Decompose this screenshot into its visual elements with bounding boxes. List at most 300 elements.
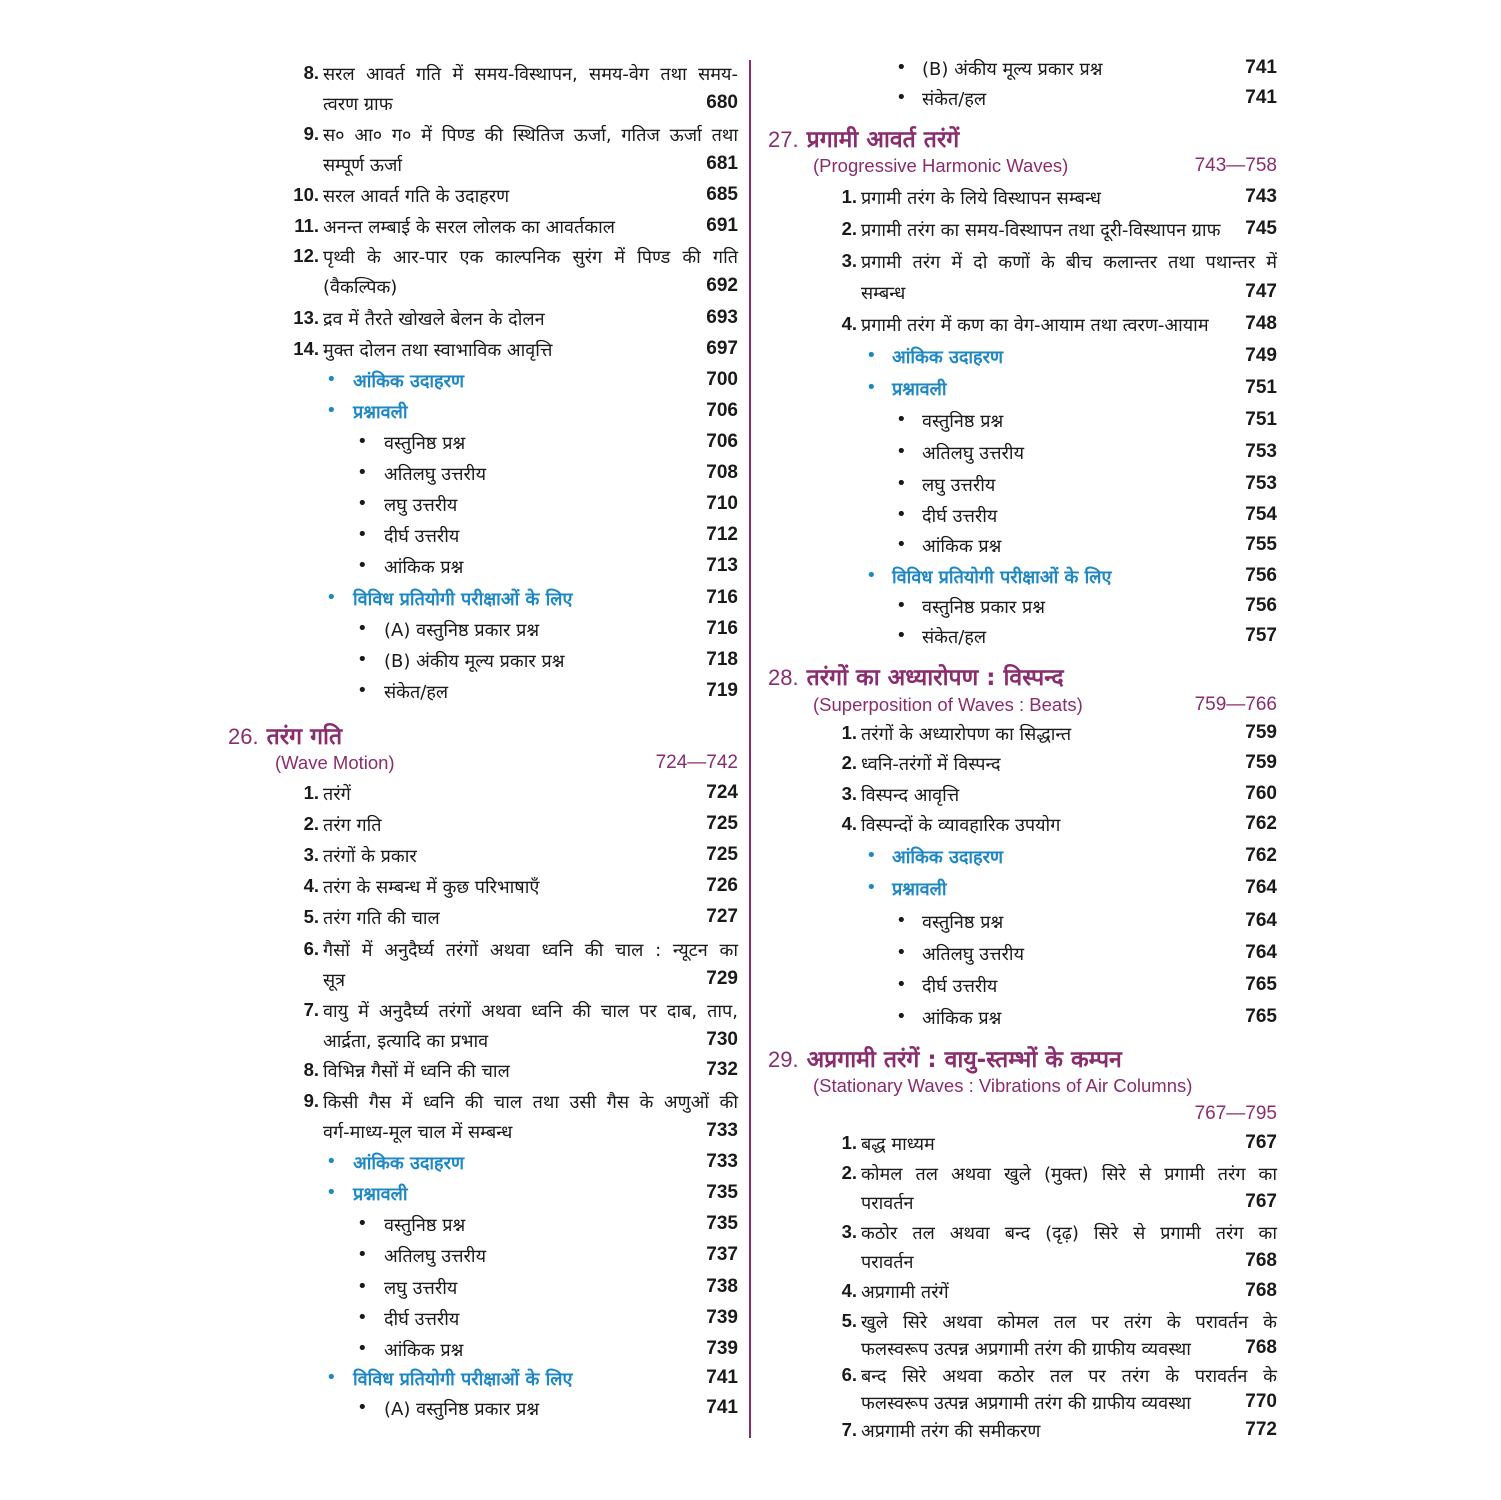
entry-title-cont: त्वरण ग्राफ — [323, 94, 393, 115]
bullet-icon: • — [357, 1244, 368, 1265]
toc-subentry — [818, 910, 1277, 938]
toc-entry — [818, 813, 1277, 843]
page-number: 681 — [706, 153, 738, 174]
entry-title-cont: परावर्तन — [861, 1252, 914, 1273]
entry-number: 3. — [303, 844, 319, 865]
entry-number: 1. — [841, 186, 857, 207]
toc-subentry — [280, 1397, 738, 1425]
toc-subentry — [280, 618, 738, 646]
entry-title: विविध प्रतियोगी परीक्षाओं के लिए — [353, 589, 573, 610]
entry-title: वायु में अनुदैर्घ्य तरंगों अथवा ध्वनि की चाल पर दाब, ताप, — [323, 1001, 738, 1022]
toc-subentry — [280, 555, 738, 583]
chapter-page-range: 743—758 — [1194, 155, 1277, 176]
entry-title: लघु उत्तरीय — [922, 475, 996, 496]
bullet-icon: • — [866, 845, 877, 866]
bullet-icon: • — [896, 942, 907, 963]
bullet-icon: • — [866, 377, 877, 398]
toc-entry — [280, 215, 738, 245]
toc-subentry — [818, 504, 1277, 532]
entry-number: 1. — [841, 1132, 857, 1153]
entry-title: अतिलघु उत्तरीय — [922, 944, 1025, 965]
toc-entry — [818, 783, 1277, 813]
entry-title: लघु उत्तरीय — [384, 1278, 458, 1299]
page-number: 691 — [706, 215, 738, 236]
entry-number: 4. — [841, 313, 857, 334]
toc-section — [280, 369, 738, 397]
chapter-subtitle: (Superposition of Waves : Beats) — [813, 694, 1083, 715]
entry-title: संकेत/हल — [922, 627, 987, 648]
page-number: 768 — [1245, 1337, 1277, 1358]
page-number: 716 — [706, 618, 738, 639]
entry-title: (B) अंकीय मूल्य प्रकार प्रश्न — [384, 651, 565, 672]
page-number: 764 — [1245, 942, 1277, 963]
toc-subentry — [280, 1213, 738, 1241]
bullet-icon: • — [896, 974, 907, 995]
bullet-icon: • — [357, 1397, 368, 1418]
toc-entry — [280, 875, 738, 905]
page-number: 735 — [706, 1182, 738, 1203]
page-number: 719 — [706, 680, 738, 701]
entry-title: बन्द सिरे अथवा कठोर तल पर तरंग के परावर्तन के — [861, 1366, 1277, 1387]
bullet-icon: • — [326, 587, 337, 608]
entry-title: (B) अंकीय मूल्य प्रकार प्रश्न — [922, 59, 1103, 80]
bullet-icon: • — [326, 1151, 337, 1172]
entry-title: वस्तुनिष्ठ प्रश्न — [922, 912, 1004, 933]
entry-number: 2. — [841, 218, 857, 239]
toc-entry — [818, 1419, 1277, 1446]
toc-subentry — [280, 1338, 738, 1366]
chapter-title — [768, 1042, 1122, 1074]
page-number: 730 — [706, 1029, 738, 1050]
page-number: 753 — [1245, 473, 1277, 494]
toc-subentry — [280, 1307, 738, 1335]
toc-subentry — [280, 431, 738, 459]
chapter-number: 27. — [768, 127, 799, 152]
entry-title: प्रश्नावली — [353, 1184, 408, 1205]
entry-title-cont: सम्पूर्ण ऊर्जा — [323, 155, 403, 176]
chapter-page-range: 759—766 — [1194, 694, 1277, 715]
entry-number: 3. — [841, 250, 857, 271]
page-number: 765 — [1245, 1006, 1277, 1027]
entry-title: कठोर तल अथवा बन्द (दृढ़) सिरे से प्रगामी तरंग का — [861, 1223, 1277, 1244]
toc-entry — [818, 313, 1277, 344]
toc-entry — [280, 938, 738, 998]
bullet-icon: • — [896, 595, 907, 616]
entry-title: विविध प्रतियोगी परीक्षाओं के लिए — [353, 1369, 573, 1390]
entry-number: 2. — [841, 752, 857, 773]
bullet-icon: • — [896, 1006, 907, 1027]
bullet-icon: • — [866, 345, 877, 366]
page-number: 739 — [706, 1307, 738, 1328]
page-number: 692 — [706, 275, 738, 296]
toc-subentry — [818, 595, 1277, 623]
page-number: 751 — [1245, 409, 1277, 430]
toc-subentry — [818, 1006, 1277, 1034]
chapter-page-range: 767—795 — [1194, 1103, 1277, 1124]
toc-entry — [280, 338, 738, 368]
toc-subentry — [280, 649, 738, 677]
entry-number: 1. — [303, 782, 319, 803]
entry-title-cont: वर्ग-माध्य-मूल चाल में सम्बन्ध — [323, 1122, 513, 1143]
page-number: 768 — [1245, 1250, 1277, 1271]
entry-number: 4. — [841, 813, 857, 834]
entry-title: प्रश्नावली — [892, 379, 947, 400]
chapter-name: तरंगों का अध्यारोपण : विस्पन्द — [806, 665, 1064, 691]
page-number: 760 — [1245, 783, 1277, 804]
page-number: 747 — [1245, 281, 1277, 302]
entry-number: 9. — [303, 123, 319, 144]
toc-entry — [280, 184, 738, 214]
bullet-icon: • — [896, 534, 907, 555]
entry-title: अतिलघु उत्तरीय — [384, 1246, 487, 1267]
toc-entry — [280, 813, 738, 843]
page-number: 754 — [1245, 504, 1277, 525]
entry-title: आंकिक उदाहरण — [353, 371, 464, 392]
entry-title: प्रश्नावली — [892, 879, 947, 900]
bullet-icon: • — [357, 524, 368, 545]
bullet-icon: • — [357, 649, 368, 670]
entry-title: सरल आवर्त गति के उदाहरण — [323, 186, 510, 207]
bullet-icon: • — [896, 625, 907, 646]
entry-title: आंकिक प्रश्न — [922, 1008, 1002, 1029]
page-number: 762 — [1245, 813, 1277, 834]
toc-entry — [818, 1280, 1277, 1309]
page-number: 718 — [706, 649, 738, 670]
bullet-icon: • — [896, 87, 907, 108]
page-number: 737 — [706, 1244, 738, 1265]
toc-section — [280, 400, 738, 428]
page-number: 767 — [1245, 1191, 1277, 1212]
toc-section — [818, 877, 1277, 905]
entry-title: दीर्घ उत्तरीय — [922, 506, 998, 527]
entry-title: अप्रगामी तरंग की समीकरण — [861, 1421, 1041, 1442]
bullet-icon: • — [357, 1338, 368, 1359]
entry-title: आंकिक प्रश्न — [384, 557, 464, 578]
entry-title: द्रव में तैरते खोखले बेलन के दोलन — [323, 309, 545, 330]
page-number: 764 — [1245, 910, 1277, 931]
toc-subentry — [818, 974, 1277, 1002]
entry-number: 11. — [294, 215, 319, 236]
page-number: 724 — [706, 782, 738, 803]
bullet-icon: • — [357, 431, 368, 452]
page-number: 743 — [1245, 186, 1277, 207]
entry-title-cont: फलस्वरूप उत्पन्न अप्रगामी तरंग की ग्राफीय व्यवस्था — [861, 1393, 1191, 1414]
entry-title-cont: सूत्र — [323, 970, 346, 991]
toc-entry — [818, 752, 1277, 782]
page-number: 710 — [706, 493, 738, 514]
page-number: 765 — [1245, 974, 1277, 995]
entry-title: वस्तुनिष्ठ प्रश्न — [384, 1215, 466, 1236]
entry-number: 13. — [293, 307, 319, 328]
toc-entry — [280, 123, 738, 183]
entry-title: प्रगामी तरंग में कण का वेग-आयाम तथा त्वरण-आयाम — [861, 315, 1209, 336]
entry-title: अतिलघु उत्तरीय — [922, 443, 1025, 464]
entry-number: 12. — [293, 245, 319, 266]
bullet-icon: • — [326, 1182, 337, 1203]
toc-section — [818, 345, 1277, 373]
entry-number: 2. — [303, 813, 319, 834]
page-number: 741 — [706, 1397, 738, 1418]
toc-section — [818, 377, 1277, 405]
toc-entry — [280, 307, 738, 337]
entry-title: विस्पन्दों के व्यावहारिक उपयोग — [861, 815, 1061, 836]
entry-title: किसी गैस में ध्वनि की चाल तथा उसी गैस के अणुओं की — [323, 1092, 738, 1113]
page-number: 733 — [706, 1151, 738, 1172]
toc-section — [280, 1182, 738, 1210]
toc-subentry — [818, 87, 1277, 115]
page-number: 748 — [1245, 313, 1277, 334]
toc-subentry — [818, 625, 1277, 653]
entry-title: संकेत/हल — [384, 682, 449, 703]
entry-number: 4. — [841, 1280, 857, 1301]
entry-title: विविध प्रतियोगी परीक्षाओं के लिए — [892, 567, 1112, 588]
entry-title-cont: आर्द्रता, इत्यादि का प्रभाव — [323, 1031, 489, 1052]
entry-title: सरल आवर्त गति में समय-विस्थापन, समय-वेग तथा समय- — [323, 64, 738, 85]
entry-number: 8. — [303, 62, 319, 83]
toc-subentry — [280, 1276, 738, 1304]
bullet-icon: • — [357, 462, 368, 483]
bullet-icon: • — [326, 1367, 337, 1388]
toc-entry — [818, 250, 1277, 312]
toc-subentry — [280, 680, 738, 708]
page-number: 716 — [706, 587, 738, 608]
entry-title: अनन्त लम्बाई के सरल लोलक का आवर्तकाल — [323, 217, 615, 238]
entry-title: (A) वस्तुनिष्ठ प्रकार प्रश्न — [384, 620, 540, 641]
entry-title: संकेत/हल — [922, 89, 987, 110]
page-number: 685 — [706, 184, 738, 205]
entry-number: 3. — [841, 783, 857, 804]
toc-subentry — [818, 942, 1277, 970]
toc-section — [280, 1367, 738, 1395]
toc-entry — [280, 1090, 738, 1150]
bullet-icon: • — [896, 504, 907, 525]
toc-entry — [818, 1221, 1277, 1279]
page-number: 697 — [706, 338, 738, 359]
page-number: 745 — [1245, 218, 1277, 239]
bullet-icon: • — [357, 1307, 368, 1328]
page-number: 739 — [706, 1338, 738, 1359]
toc-section — [818, 845, 1277, 873]
entry-title: पृथ्वी के आर-पार एक काल्पनिक सुरंग में पिण्ड की गति — [323, 247, 738, 268]
entry-title: आंकिक प्रश्न — [384, 1340, 464, 1361]
page-number: 713 — [706, 555, 738, 576]
entry-title: विभिन्न गैसों में ध्वनि की चाल — [323, 1061, 510, 1082]
page-number: 708 — [706, 462, 738, 483]
toc-entry — [280, 782, 738, 812]
page-number: 727 — [706, 906, 738, 927]
toc-entry — [818, 1310, 1277, 1364]
entry-title: (A) वस्तुनिष्ठ प्रकार प्रश्न — [384, 1399, 540, 1420]
chapter-name: प्रगामी आवर्त तरंगें — [806, 127, 960, 153]
entry-title: लघु उत्तरीय — [384, 495, 458, 516]
bullet-icon: • — [357, 680, 368, 701]
entry-title: मुक्त दोलन तथा स्वाभाविक आवृत्ति — [323, 340, 553, 361]
entry-title: तरंग के सम्बन्ध में कुछ परिभाषाएँ — [323, 877, 540, 898]
page-number: 755 — [1245, 534, 1277, 555]
page-number: 757 — [1245, 625, 1277, 646]
chapter-title — [768, 122, 959, 154]
entry-title: प्रगामी तरंग के लिये विस्थापन सम्बन्ध — [861, 188, 1101, 209]
bullet-icon: • — [896, 57, 907, 78]
page-number: 693 — [706, 307, 738, 328]
page-number: 700 — [706, 369, 738, 390]
entry-title: आंकिक उदाहरण — [892, 347, 1003, 368]
chapter-subtitle: (Progressive Harmonic Waves) — [813, 155, 1069, 176]
entry-title: वस्तुनिष्ठ प्रश्न — [922, 411, 1004, 432]
toc-entry — [280, 62, 738, 122]
toc-entry — [818, 1364, 1277, 1418]
bullet-icon: • — [896, 409, 907, 430]
entry-title-cont: फलस्वरूप उत्पन्न अप्रगामी तरंग की ग्राफीय व्यवस्था — [861, 1339, 1191, 1360]
toc-subentry — [280, 1244, 738, 1272]
page-number: 772 — [1245, 1419, 1277, 1440]
bullet-icon: • — [866, 877, 877, 898]
chapter-number: 28. — [768, 665, 799, 690]
entry-title: तरंग गति की चाल — [323, 908, 440, 929]
toc-subentry — [818, 409, 1277, 437]
page-number: 732 — [706, 1059, 738, 1080]
bullet-icon: • — [326, 369, 337, 390]
page-number: 725 — [706, 844, 738, 865]
entry-title: वस्तुनिष्ठ प्रश्न — [384, 433, 466, 454]
page-number: 753 — [1245, 441, 1277, 462]
entry-title: विस्पन्द आवृत्ति — [861, 785, 960, 806]
page-number: 725 — [706, 813, 738, 834]
bullet-icon: • — [326, 400, 337, 421]
page-number: 751 — [1245, 377, 1277, 398]
toc-entry — [818, 1132, 1277, 1161]
chapter-name: अप्रगामी तरंगें : वायु-स्तम्भों के कम्पन — [806, 1047, 1122, 1073]
chapter-title — [228, 719, 342, 751]
toc-subentry — [280, 493, 738, 521]
toc-subentry — [818, 441, 1277, 469]
bullet-icon: • — [896, 910, 907, 931]
toc-section — [818, 565, 1277, 593]
toc-subentry — [280, 524, 738, 552]
entry-title: प्रगामी तरंग में दो कणों के बीच कलान्तर तथा पथान्तर में — [861, 252, 1277, 273]
page-number: 770 — [1245, 1391, 1277, 1412]
entry-title: प्रगामी तरंग का समय-विस्थापन तथा दूरी-विस्थापन ग्राफ — [861, 220, 1221, 241]
entry-number: 7. — [303, 999, 319, 1020]
bullet-icon: • — [357, 555, 368, 576]
entry-number: 3. — [841, 1221, 857, 1242]
toc-entry — [280, 1059, 738, 1089]
toc-entry — [818, 1162, 1277, 1220]
page-number: 749 — [1245, 345, 1277, 366]
entry-title: अप्रगामी तरंगें — [861, 1282, 949, 1303]
entry-title-cont: परावर्तन — [861, 1193, 914, 1214]
entry-number: 6. — [841, 1364, 857, 1385]
entry-number: 9. — [303, 1090, 319, 1111]
page-number: 741 — [1245, 57, 1277, 78]
entry-title: अतिलघु उत्तरीय — [384, 464, 487, 485]
entry-title: प्रश्नावली — [353, 402, 408, 423]
page-number: 741 — [706, 1367, 738, 1388]
chapter-page-range: 724—742 — [655, 752, 738, 773]
entry-title-cont: (वैकल्पिक) — [323, 277, 398, 298]
page-number: 762 — [1245, 845, 1277, 866]
chapter-subtitle: (Wave Motion) — [275, 752, 395, 773]
entry-title: आंकिक उदाहरण — [353, 1153, 464, 1174]
entry-title: आंकिक प्रश्न — [922, 536, 1002, 557]
entry-title: आंकिक उदाहरण — [892, 847, 1003, 868]
entry-title: वस्तुनिष्ठ प्रकार प्रश्न — [922, 597, 1046, 618]
page-number: 767 — [1245, 1132, 1277, 1153]
page-number: 735 — [706, 1213, 738, 1234]
page-number: 680 — [706, 92, 738, 113]
page-number: 706 — [706, 400, 738, 421]
page-number: 729 — [706, 968, 738, 989]
bullet-icon: • — [357, 1213, 368, 1234]
entry-number: 7. — [841, 1419, 857, 1440]
entry-title: दीर्घ उत्तरीय — [384, 526, 460, 547]
toc-entry — [280, 906, 738, 936]
entry-title: स० आ० ग० में पिण्ड की स्थितिज ऊर्जा, गतिज ऊर्जा तथा — [323, 125, 738, 146]
chapter-number: 29. — [768, 1047, 799, 1072]
chapter-number: 26. — [228, 724, 259, 749]
chapter-name: तरंग गति — [266, 724, 343, 750]
page-number: 741 — [1245, 87, 1277, 108]
bullet-icon: • — [357, 1276, 368, 1297]
toc-section — [280, 587, 738, 615]
entry-number: 2. — [841, 1162, 857, 1183]
bullet-icon: • — [866, 565, 877, 586]
entry-title: तरंगों के प्रकार — [323, 846, 417, 867]
chapter-title — [768, 660, 1064, 692]
page-number: 726 — [706, 875, 738, 896]
page-number: 759 — [1245, 752, 1277, 773]
page-number: 712 — [706, 524, 738, 545]
entry-number: 14. — [293, 338, 319, 359]
page-number: 706 — [706, 431, 738, 452]
chapter-subtitle: (Stationary Waves : Vibrations of Air Columns) — [813, 1075, 1193, 1096]
entry-title: दीर्घ उत्तरीय — [384, 1309, 460, 1330]
entry-title: बद्ध माध्यम — [861, 1134, 935, 1155]
toc-entry — [818, 186, 1277, 217]
toc-subentry — [818, 534, 1277, 562]
toc-entry — [280, 999, 738, 1059]
toc-subentry — [818, 473, 1277, 501]
page-number: 733 — [706, 1120, 738, 1141]
entry-title: कोमल तल अथवा खुले (मुक्त) सिरे से प्रगामी तरंग का — [861, 1164, 1277, 1185]
entry-number: 8. — [303, 1059, 319, 1080]
entry-number: 6. — [303, 938, 319, 959]
bullet-icon: • — [896, 473, 907, 494]
entry-title: खुले सिरे अथवा कोमल तल पर तरंग के परावर्तन के — [861, 1312, 1277, 1333]
column-divider — [749, 60, 751, 1438]
toc-entry — [818, 722, 1277, 752]
entry-number: 4. — [303, 875, 319, 896]
bullet-icon: • — [896, 441, 907, 462]
toc-entry — [818, 218, 1277, 249]
page-number: 764 — [1245, 877, 1277, 898]
entry-title: गैसों में अनुदैर्घ्य तरंगों अथवा ध्वनि की चाल : न्यूटन का — [323, 940, 738, 961]
toc-entry — [280, 844, 738, 874]
entry-number: 5. — [841, 1310, 857, 1331]
entry-title: तरंगें — [323, 784, 351, 805]
bullet-icon: • — [357, 493, 368, 514]
page-number: 738 — [706, 1276, 738, 1297]
entry-title: तरंगों के अध्यारोपण का सिद्धान्त — [861, 724, 1072, 745]
entry-title: तरंग गति — [323, 815, 382, 836]
entry-title: दीर्घ उत्तरीय — [922, 976, 998, 997]
toc-subentry — [818, 57, 1277, 85]
entry-number: 5. — [303, 906, 319, 927]
toc-subentry — [280, 462, 738, 490]
entry-title-cont: सम्बन्ध — [861, 283, 906, 304]
entry-number: 10. — [293, 184, 319, 205]
page-number: 768 — [1245, 1280, 1277, 1301]
